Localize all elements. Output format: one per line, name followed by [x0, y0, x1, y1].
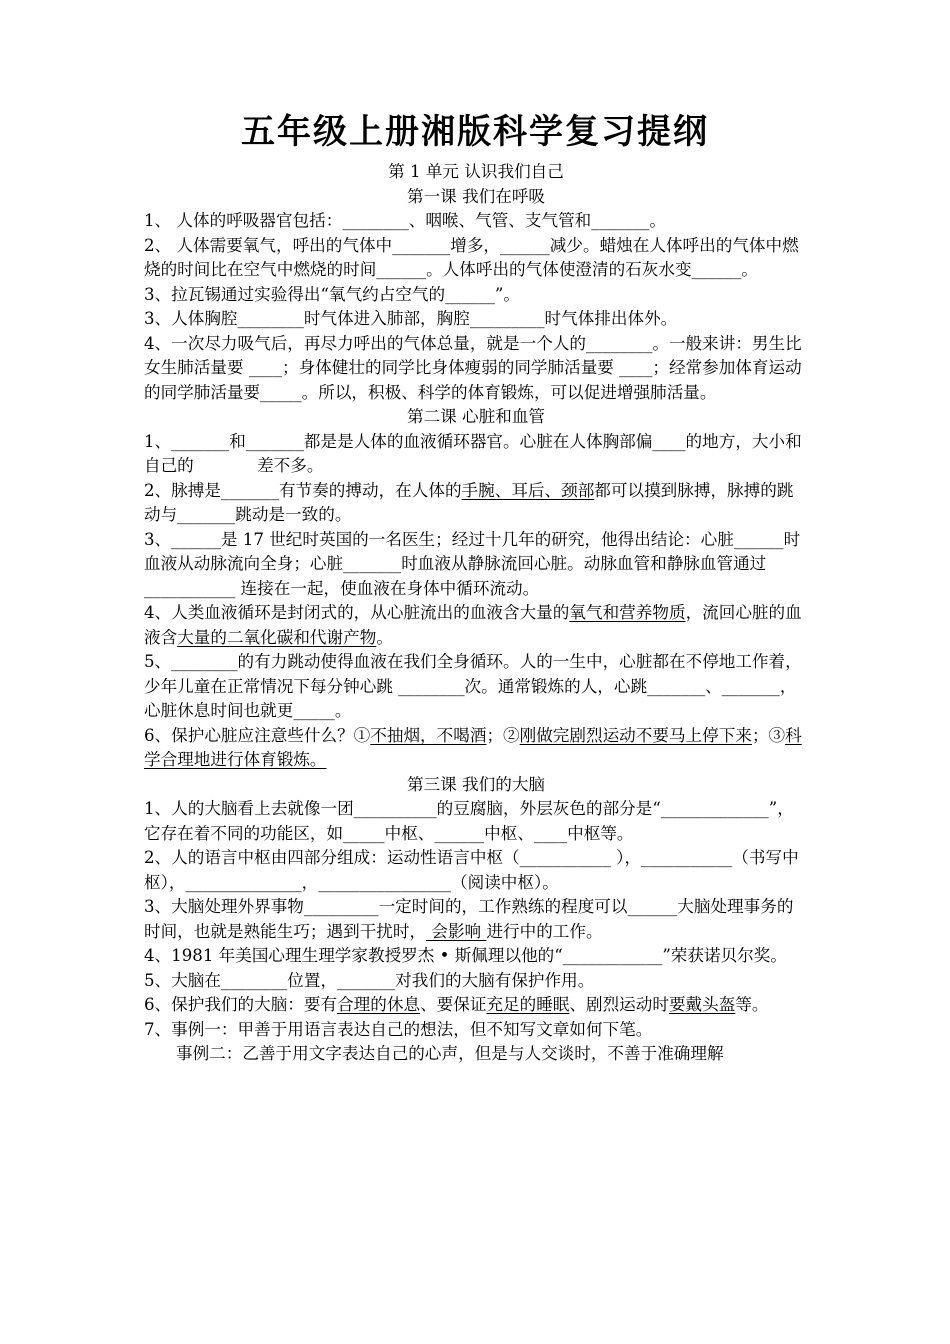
text-span: 。 — [376, 627, 393, 647]
document-body — [144, 160, 808, 1067]
lesson1-item-4: 3、人体胸腔________时气体进入肺部，胸腔_________时气体排出体外。 — [144, 309, 678, 328]
underlined-answer: 大量的二氧化碳和代谢产物 — [177, 627, 377, 647]
unit-heading: 第 1 单元 认识我们自己 — [388, 162, 564, 181]
underlined-answer: 刚做完剧烈运动不要马上停下来 — [519, 725, 752, 745]
lesson2-item-1: 1、_______和_______都是是人体的血液循环器官。心脏在人体胸部偏____的地方，大小和自己的 差不多。 — [144, 431, 802, 475]
text-span: ，流回心脏的血液含 — [144, 603, 802, 647]
lesson3-item-5: 5、大脑在________位置，_______对我们的大脑有保护作用。 — [144, 970, 595, 990]
underlined-answer: 会影响 — [426, 921, 487, 941]
lesson2-item-4 — [144, 601, 808, 650]
text-span: 等。 — [735, 995, 769, 1014]
lesson1-item-1: 1、 人体的呼吸器官包括：________、咽喉、气管、支气管和_______。 — [144, 211, 666, 230]
lesson3-heading: 第三课 我们的大脑 — [406, 774, 546, 794]
lesson1-item-5: 4、一次尽力吸气后，再尽力呼出的气体总量，就是一个人的________。一般来讲：男生比女生肺活量要 ____；身体健壮的同学比身体瘦弱的同学肺活量要 ____；经常参加体育运动的同学肺活量要_____。所以，积极、科学的体育锻炼，可以促进增强肺活量。 — [144, 333, 802, 402]
lesson3-item-2: 2、人的语言中枢由四部分组成：运动性语言中枢（___________ ），___________（书写中枢），______________，________________（阅读中枢）。 — [144, 848, 799, 892]
text-span: 、剧烈运动时 — [569, 995, 669, 1014]
lesson3-item-7: 7、事例一：甲善于用语言表达自己的想法，但不知写文章如何下笔。 — [144, 1019, 653, 1039]
lesson2-item-2 — [144, 479, 808, 528]
lesson2-heading: 第二课 心脏和血管 — [406, 407, 546, 426]
text-span: ；② — [486, 725, 520, 745]
text-span: 进行中的工作。 — [486, 921, 603, 941]
lesson3-item-8: 事例二：乙善于用文字表达自己的心声，但是与人交谈时，不善于准确理解 — [176, 1044, 724, 1063]
underlined-answer: 合理的休息 — [337, 995, 421, 1014]
lesson1-item-3: 3、拉瓦锡通过实验得出“氧气约占空气的______”。 — [144, 284, 520, 304]
lesson3-item-1: 1、人的大脑看上去就像一团__________的豆腐脑，外层灰色的部分是“_____________”，它存在着不同的功能区，如_____中枢、______中枢、____中枢等。 — [144, 799, 794, 843]
text-span: 4、人类血液循环是封闭式的，从心脏流出的血液含大量的 — [144, 603, 570, 622]
text-span: ；③ — [751, 725, 786, 745]
underlined-answer: 氧气和营养物质 — [569, 603, 686, 622]
lesson3-item-6 — [144, 993, 808, 1018]
text-span: 、要保证 — [420, 995, 487, 1014]
lesson3-item-3 — [144, 895, 808, 944]
underlined-answer: 要戴头盔 — [668, 995, 736, 1014]
lesson2-item-5: 5、________的有力跳动使得血液在我们全身循环。人的一生中，心脏都在不停地工作着，少年儿童在正常情况下每分钟心跳 ________次。通常锻炼的人，心跳_______、_______，心脏休息时间也就更_____。 — [144, 652, 802, 720]
underlined-answer: 充足的睡眠 — [486, 995, 570, 1014]
text-span: 6、保护心脏应注意些什么？① — [144, 725, 371, 745]
underlined-answer: 不抽烟，不喝酒 — [370, 725, 487, 745]
lesson1-heading: 第一课 我们在呼吸 — [406, 186, 546, 206]
text-span: 2、脉搏是_______有节奏的搏动，在人体的 — [144, 480, 462, 500]
lesson2-item-6 — [144, 724, 808, 773]
text-span: 6、保护我们的大脑：要有 — [144, 995, 338, 1014]
text-span: 3、大脑处理外界事物_________一定时间的，工作熟练的程度可以______大脑处理事务的时间，也就是熟能生巧；遇到干扰时， — [144, 897, 794, 941]
lesson2-item-3: 3、______是 17 世纪时英国的一名医生；经过十几年的研究，他得出结论：心脏______时血液从动脉流向全身；心脏_______时血液从静脉流回心脏。动脉血管和静脉血管通过___________ 连接在一起，使血液在身体中循环流动。 — [144, 529, 801, 598]
underlined-answer: 科学合理地进行体育锻炼。 — [144, 725, 802, 769]
document-title: 五年级上册湘版科学复习提纲 — [241, 112, 709, 152]
lesson1-item-2: 2、 人体需要氧气，呼出的气体中_______增多，______减少。蜡烛在人体呼出的气体中燃烧的时间比在空气中燃烧的时间______。人体呼出的气体使澄清的石灰水变______。 — [144, 235, 799, 279]
text-span: 都可以摸到脉搏，脉搏的跳动与_______跳动是一致的。 — [144, 480, 794, 524]
lesson3-item-4: 4、1981 年美国心理生理学家教授罗杰 • 斯佩理以他的“____________”荣获诺贝尔奖。 — [144, 946, 787, 965]
underlined-answer: 手腕、耳后、颈部 — [461, 480, 595, 500]
